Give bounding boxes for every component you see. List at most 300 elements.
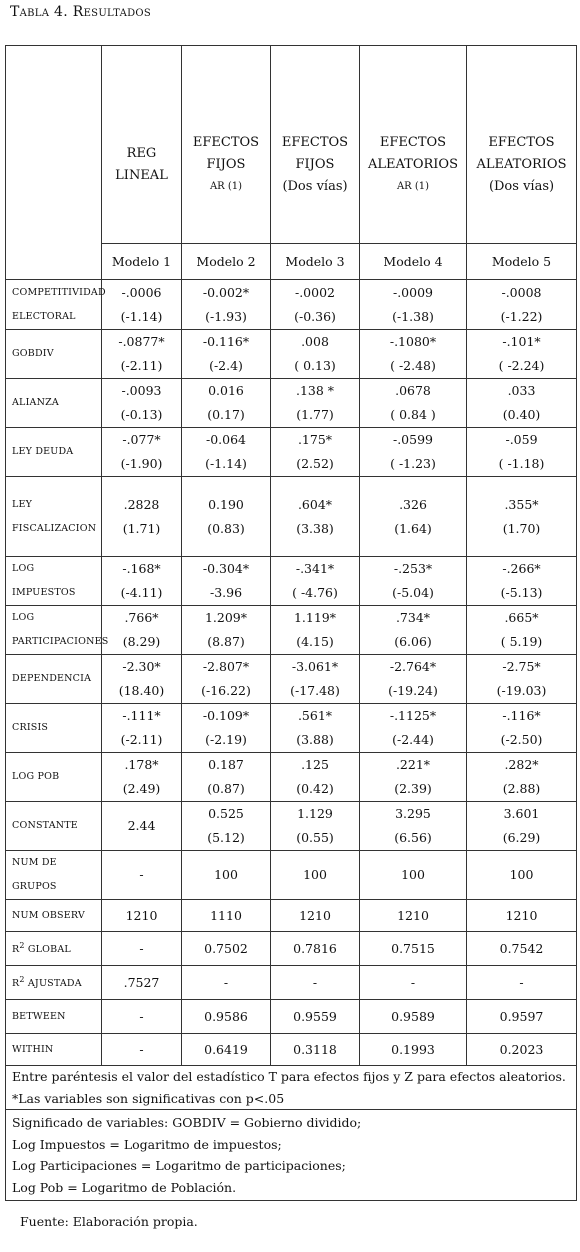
row-label-text: WITHIN — [12, 1043, 54, 1055]
table-cell — [271, 330, 360, 379]
row-label-text: LEY DEUDA — [12, 446, 74, 457]
row-label — [6, 1034, 102, 1066]
table-row — [6, 753, 577, 802]
table-row — [6, 1034, 577, 1066]
statistic-value: (-0.13) — [120, 407, 163, 422]
column-header-line: (Dos vías) — [488, 178, 555, 194]
table-cell — [360, 1034, 467, 1066]
coefficient-value: 0.9559 — [293, 1008, 337, 1024]
table-cell — [182, 330, 271, 379]
table-cell — [467, 477, 577, 557]
row-label-text: ELECTORAL — [12, 310, 76, 322]
note-line: *Las variables son significativas con p<.05 — [12, 1090, 285, 1106]
row-label-text: LEY — [12, 498, 33, 510]
coefficient-value: 100 — [509, 867, 534, 882]
model-label: Modelo 4 — [360, 244, 467, 280]
table-cell — [467, 802, 577, 851]
table-cell — [360, 557, 467, 606]
table-cell — [360, 477, 467, 557]
table-cell — [182, 428, 271, 477]
statistic-value: (-5.04) — [392, 585, 434, 600]
statistic-value: (-1.14) — [205, 456, 247, 471]
statistic-value: (0.87) — [207, 781, 245, 796]
table-row — [6, 966, 577, 1000]
coefficient-value: - — [139, 940, 144, 956]
statistic-value: (-16.22) — [201, 683, 251, 698]
row-label-text: R — [12, 978, 20, 990]
coefficient-value: 100 — [401, 867, 425, 882]
row-label — [6, 379, 102, 428]
row-label — [6, 966, 102, 1000]
statistic-value: (5.12) — [207, 830, 245, 845]
row-label — [6, 330, 102, 379]
table-cell — [271, 655, 360, 704]
table-cell — [271, 900, 360, 932]
statistic-value: (-19.24) — [388, 683, 438, 698]
coefficient-value: .604* — [297, 496, 333, 512]
coefficient-value: -.0006 — [121, 284, 162, 300]
table-cell — [102, 655, 182, 704]
table-row — [6, 379, 577, 428]
column-header — [360, 46, 467, 244]
coefficient-value: 1210 — [505, 907, 538, 923]
table-cell — [271, 1034, 360, 1066]
row-label — [6, 477, 102, 557]
table-cell — [102, 704, 182, 753]
table-cell — [271, 753, 360, 802]
coefficient-value: 0.9586 — [204, 1008, 248, 1024]
coefficient-value: 1210 — [125, 907, 158, 923]
coefficient-value: .033 — [507, 383, 536, 398]
table-cell — [360, 655, 467, 704]
coefficient-value: 100 — [303, 867, 327, 882]
table-cell — [102, 851, 182, 900]
coefficient-value: -.253* — [393, 561, 433, 576]
header-corner — [6, 46, 102, 280]
table-cell — [182, 802, 271, 851]
table-cell — [271, 704, 360, 753]
table-cell — [271, 966, 360, 1000]
coefficient-value: 1210 — [299, 907, 331, 923]
table-cell — [102, 1034, 182, 1066]
table-cell — [102, 753, 182, 802]
table-cell — [360, 379, 467, 428]
table-cell — [467, 428, 577, 477]
table-cell — [360, 932, 467, 966]
row-label — [6, 900, 102, 932]
row-label — [6, 704, 102, 753]
coefficient-value: -.0599 — [392, 432, 433, 447]
table-cell — [102, 428, 182, 477]
statistic-value: (2.52) — [296, 456, 334, 471]
table-cell — [467, 966, 577, 1000]
statistic-value: (-2.11) — [120, 358, 163, 373]
row-label — [6, 851, 102, 900]
coefficient-value: -.0002 — [294, 284, 335, 300]
table-cell — [102, 1000, 182, 1034]
coefficient-value: -.059 — [505, 432, 538, 447]
table-cell — [360, 802, 467, 851]
table-cell — [102, 280, 182, 330]
table-cell — [182, 851, 271, 900]
coefficient-value: .665* — [504, 610, 539, 625]
row-label — [6, 280, 106, 330]
table-cell — [360, 1000, 467, 1034]
definition-line: Log Impuestos = Logaritmo de impuestos; — [12, 1136, 282, 1152]
table-row — [6, 477, 577, 557]
statistic-value: (-5.13) — [500, 585, 543, 600]
coefficient-value: .138 * — [295, 383, 335, 398]
row-label-text: LOG — [12, 612, 35, 623]
source-note: Fuente: Elaboración propia. — [20, 1214, 198, 1229]
coefficient-value: -0.116* — [202, 334, 250, 349]
coefficient-value: -.0877* — [118, 334, 165, 349]
coefficient-value: -0.109* — [202, 708, 250, 723]
statistic-value: (4.15) — [296, 634, 334, 649]
statistic-value: ( -4.76) — [292, 585, 338, 600]
row-label-text: GRUPOS — [12, 881, 57, 892]
table-cell — [271, 280, 360, 330]
statistic-value: (2.88) — [502, 781, 541, 796]
coefficient-value: .561* — [297, 708, 333, 723]
coefficient-value: 0.3118 — [293, 1041, 337, 1057]
coefficient-value: - — [410, 974, 416, 990]
model-label: Modelo 2 — [182, 244, 271, 280]
row-label-text: GOBDIV — [12, 348, 54, 359]
statistic-value: (-1.14) — [120, 308, 163, 324]
table-cell — [102, 477, 182, 557]
coefficient-value: 0.187 — [208, 757, 244, 772]
table-cell — [102, 606, 182, 655]
row-label-text: CONSTANTE — [12, 820, 78, 831]
statistic-value: (-19.03) — [496, 683, 547, 698]
row-label — [6, 655, 102, 704]
table-row — [6, 330, 577, 379]
coefficient-value: - — [519, 974, 524, 990]
statistic-value: -3.96 — [209, 585, 243, 600]
coefficient-value: .766* — [124, 610, 159, 625]
notes-row — [6, 1066, 577, 1110]
row-label-text: NUM OBSERV — [12, 909, 85, 921]
statistic-value: (0.17) — [207, 407, 245, 422]
coefficient-value: -.0009 — [392, 284, 433, 300]
table-cell — [182, 557, 271, 606]
table-cell — [182, 966, 271, 1000]
model-label: Modelo 5 — [467, 244, 577, 280]
coefficient-value: 1.129 — [297, 806, 333, 821]
row-label-text: GLOBAL — [24, 944, 71, 956]
coefficient-value: -.077* — [122, 432, 161, 447]
table-cell — [467, 1034, 577, 1066]
statistic-value: (-2.4) — [209, 358, 243, 373]
row-label-text: NUM DE — [12, 857, 57, 868]
table-cell — [360, 606, 467, 655]
table-cell — [360, 428, 467, 477]
table-row — [6, 900, 577, 932]
table-row — [6, 428, 577, 477]
coefficient-value: -.116* — [502, 708, 541, 723]
statistic-value: ( -1.18) — [498, 456, 545, 471]
row-label — [6, 428, 102, 477]
column-header — [182, 46, 271, 244]
table-cell — [467, 379, 577, 428]
coefficient-value: 0.190 — [208, 496, 244, 512]
coefficient-value: -.111* — [122, 708, 161, 723]
table-cell — [182, 477, 271, 557]
table-row — [6, 557, 577, 606]
column-header — [271, 46, 360, 244]
coefficient-value: -.101* — [502, 334, 541, 349]
table-title: Tabla 4. Resultados — [10, 4, 152, 20]
column-header-sub: AR (1) — [396, 180, 430, 192]
statistic-value: (1.64) — [394, 520, 432, 536]
statistic-value: (0.83) — [207, 520, 245, 536]
table-cell — [360, 330, 467, 379]
table-cell — [271, 1000, 360, 1034]
coefficient-value: -0.304* — [202, 561, 250, 576]
coefficient-value: -.168* — [122, 561, 161, 576]
row-label — [6, 932, 102, 966]
coefficient-value: 100 — [214, 867, 238, 882]
table-cell — [271, 379, 360, 428]
statistic-value: (-2.19) — [205, 732, 247, 747]
coefficient-value: .7527 — [123, 974, 160, 990]
row-label-superscript: 2 — [19, 941, 25, 951]
statistic-value: (-1.93) — [205, 308, 247, 324]
coefficient-value: 0.7816 — [293, 940, 337, 956]
column-header-line: LINEAL — [115, 167, 168, 183]
table-cell — [102, 802, 182, 851]
table-cell — [360, 900, 467, 932]
statistic-value: (2.39) — [394, 781, 432, 796]
coefficient-value: -.1080* — [389, 334, 437, 349]
coefficient-value: -0.002* — [202, 284, 250, 300]
coefficient-value: .175* — [297, 432, 333, 447]
table-row — [6, 851, 577, 900]
statistic-value: ( 0.84 ) — [390, 407, 436, 422]
table-row — [6, 280, 577, 330]
coefficient-value: 3.295 — [395, 806, 431, 821]
coefficient-value: 0.7502 — [204, 940, 248, 956]
table-cell — [271, 802, 360, 851]
column-header-line: (Dos vías) — [282, 178, 348, 194]
table-cell — [182, 900, 271, 932]
statistic-value: (-2.11) — [120, 732, 163, 747]
table-row — [6, 704, 577, 753]
table-cell — [102, 900, 182, 932]
table-cell — [102, 966, 182, 1000]
column-header-line: FIJOS — [295, 156, 335, 172]
table-cell — [271, 932, 360, 966]
column-header-line: ALEATORIOS — [476, 156, 567, 172]
table-cell — [467, 900, 577, 932]
table-cell — [182, 1034, 271, 1066]
definition-line: Log Participaciones = Logaritmo de participaciones; — [12, 1158, 346, 1173]
statistic-value: ( 5.19) — [500, 634, 543, 649]
notes-cell — [6, 1066, 577, 1110]
statistic-value: (-2.44) — [392, 732, 434, 747]
table-row — [6, 802, 577, 851]
coefficient-value: -.266* — [502, 561, 541, 576]
coefficient-value: - — [223, 974, 229, 990]
coefficient-value: .2828 — [123, 496, 160, 512]
coefficient-value: .734* — [395, 610, 431, 625]
statistic-value: ( 0.13) — [294, 358, 336, 373]
coefficient-value: .355* — [504, 496, 539, 512]
column-header-line: EFECTOS — [488, 134, 555, 150]
statistic-value: ( -1.23) — [390, 456, 436, 471]
table-row — [6, 606, 577, 655]
statistic-value: (1.71) — [122, 520, 161, 536]
table-cell — [467, 1000, 577, 1034]
table-cell — [271, 428, 360, 477]
row-label — [6, 557, 102, 606]
coefficient-value: 0.6419 — [204, 1041, 248, 1057]
table-cell — [182, 379, 271, 428]
row-label — [6, 1000, 102, 1034]
statistic-value: (-1.90) — [120, 456, 163, 471]
model-label: Modelo 3 — [271, 244, 360, 280]
table-cell — [182, 655, 271, 704]
coefficient-value: .178* — [124, 757, 159, 772]
row-label-text: ALIANZA — [12, 397, 59, 408]
statistic-value: (-0.36) — [294, 308, 336, 324]
table-cell — [467, 753, 577, 802]
row-label-text: COMPETITIVIDAD — [12, 286, 106, 298]
table-cell — [102, 330, 182, 379]
statistic-value: ( -2.48) — [390, 358, 436, 373]
coefficient-value: -2.30* — [122, 659, 161, 674]
coefficient-value: 0.7542 — [499, 940, 544, 956]
table-cell — [182, 1000, 271, 1034]
statistic-value: (8.29) — [122, 634, 161, 649]
table-cell — [182, 753, 271, 802]
column-header-line: FIJOS — [206, 156, 246, 172]
coefficient-value: .326 — [399, 496, 427, 512]
table-cell — [467, 557, 577, 606]
table-cell — [271, 477, 360, 557]
table-cell — [360, 851, 467, 900]
column-header-line: ALEATORIOS — [367, 156, 458, 172]
statistic-value: (3.38) — [296, 520, 334, 536]
definition-line: Significado de variables: GOBDIV = Gobierno dividido; — [12, 1115, 362, 1130]
coefficient-value: 0.1993 — [391, 1041, 435, 1057]
column-header-line: EFECTOS — [281, 134, 349, 150]
table-cell — [102, 379, 182, 428]
row-label-text: PARTICIPACIONES — [12, 636, 109, 647]
coefficient-value: 1.209* — [204, 610, 248, 625]
statistic-value: (0.42) — [296, 781, 334, 796]
model-label: Modelo 1 — [102, 244, 182, 280]
table-cell — [467, 704, 577, 753]
table-cell — [467, 606, 577, 655]
row-label-text: AJUSTADA — [24, 978, 82, 990]
coefficient-value: .125 — [301, 757, 329, 772]
coefficient-value: - — [139, 867, 144, 882]
coefficient-value: 2.44 — [127, 818, 156, 833]
coefficient-value: -2.764* — [389, 659, 437, 674]
statistic-value: (18.40) — [118, 683, 165, 698]
table-row — [6, 1000, 577, 1034]
row-label — [6, 753, 102, 802]
coefficient-value: -2.75* — [502, 659, 541, 674]
row-label-text: CRISIS — [12, 722, 49, 733]
coefficient-value: .008 — [301, 334, 329, 349]
coefficient-value: .0678 — [395, 383, 431, 398]
coefficient-value: -.341* — [295, 561, 335, 576]
table-cell — [467, 932, 577, 966]
table-cell — [467, 851, 577, 900]
statistic-value: (8.87) — [207, 634, 245, 649]
table-cell — [271, 606, 360, 655]
column-header — [467, 46, 577, 244]
coefficient-value: .221* — [395, 757, 431, 772]
table-cell — [102, 557, 182, 606]
coefficient-value: -3.061* — [291, 659, 339, 674]
header-row — [6, 46, 577, 244]
column-header-line: EFECTOS — [192, 134, 260, 150]
coefficient-value: -2.807* — [202, 659, 250, 674]
coefficient-value: -.1125* — [389, 708, 437, 723]
row-label-text: LOG POB — [12, 771, 60, 782]
table-cell — [360, 966, 467, 1000]
coefficient-value: - — [139, 1008, 144, 1024]
coefficient-value: - — [312, 974, 318, 990]
statistic-value: (1.70) — [502, 520, 541, 536]
coefficient-value: 0.9589 — [391, 1008, 435, 1024]
table-row — [6, 655, 577, 704]
coefficient-value: -.0008 — [501, 284, 542, 300]
definitions-cell — [6, 1110, 577, 1201]
statistic-value: (0.40) — [502, 407, 541, 422]
statistic-value: (-17.48) — [290, 683, 340, 698]
column-header — [102, 46, 182, 244]
statistic-value: (0.55) — [296, 830, 334, 845]
statistic-value: (-1.22) — [500, 308, 543, 324]
statistic-value: (2.49) — [122, 781, 161, 796]
coefficient-value: 0.7515 — [391, 940, 435, 956]
table-cell — [182, 280, 271, 330]
column-header-line: EFECTOS — [379, 134, 447, 150]
statistic-value: (1.77) — [296, 407, 334, 422]
coefficient-value: 1210 — [397, 907, 429, 923]
table-cell — [360, 704, 467, 753]
coefficient-value: -0.064 — [205, 432, 246, 447]
table-cell — [360, 753, 467, 802]
statistic-value: (6.56) — [394, 830, 432, 845]
column-header-sub: AR (1) — [209, 180, 243, 192]
statistic-value: (-1.38) — [392, 308, 434, 324]
coefficient-value: 0.2023 — [499, 1041, 544, 1057]
table-cell — [360, 280, 467, 330]
statistic-value: (-4.11) — [120, 585, 163, 600]
statistic-value: (6.29) — [502, 830, 541, 845]
row-label — [6, 606, 109, 655]
coefficient-value: 1110 — [210, 907, 242, 923]
table-cell — [182, 932, 271, 966]
table-cell — [467, 655, 577, 704]
table-cell — [467, 330, 577, 379]
statistic-value: ( -2.24) — [498, 358, 545, 373]
table-cell — [467, 280, 577, 330]
coefficient-value: 3.601 — [503, 806, 540, 821]
statistic-value: (3.88) — [296, 732, 334, 747]
row-label-text: FISCALIZACION — [12, 522, 97, 534]
table-cell — [102, 932, 182, 966]
statistic-value: (-2.50) — [500, 732, 543, 747]
coefficient-value: 0.9597 — [499, 1008, 544, 1024]
coefficient-value: .282* — [504, 757, 539, 772]
